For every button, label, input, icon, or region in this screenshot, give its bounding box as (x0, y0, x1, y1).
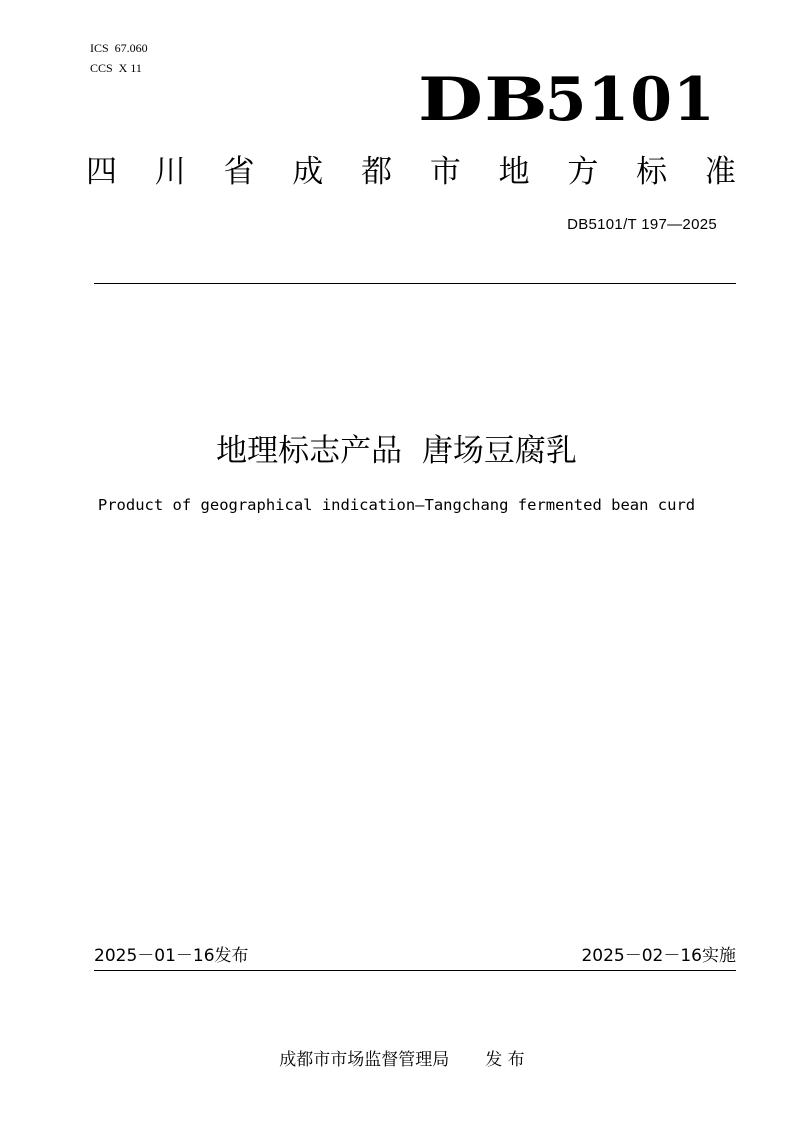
title-chinese: 地理标志产品 唐场豆腐乳 (216, 433, 577, 469)
authority-char: 地 (498, 154, 530, 190)
authority-char: 四 (86, 154, 117, 190)
publisher-line (0, 1024, 793, 1072)
title-english: Product of geographical indication—Tangchang fermented bean curd (97, 496, 696, 514)
db-number: 5101 (544, 65, 716, 135)
publish-word: 发 布 (485, 1050, 525, 1070)
authority-char: 省 (223, 154, 255, 190)
ics-code: ICS 67.060 (90, 41, 148, 55)
issue-date: 2025－01－16发布 (94, 946, 249, 966)
classification-codes (90, 38, 148, 78)
ccs-code: CCS X 11 (90, 61, 142, 75)
authority-char: 成 (292, 154, 324, 190)
publisher-name: 成都市市场监督管理局 (279, 1050, 450, 1070)
authority-char: 都 (361, 154, 393, 190)
authority-char: 标 (636, 154, 668, 190)
authority-char: 川 (154, 154, 186, 190)
implementation-date: 2025－02－16实施 (581, 946, 736, 966)
db-mark: DB (418, 65, 549, 135)
authority-char: 准 (704, 154, 736, 190)
authority-char: 方 (567, 154, 599, 190)
top-divider (94, 283, 736, 284)
standard-logo (418, 65, 716, 135)
authority-char: 市 (429, 154, 461, 190)
bottom-divider (94, 970, 736, 971)
document-number: DB5101/T 197—2025 (567, 216, 717, 233)
authority-heading (86, 150, 736, 194)
